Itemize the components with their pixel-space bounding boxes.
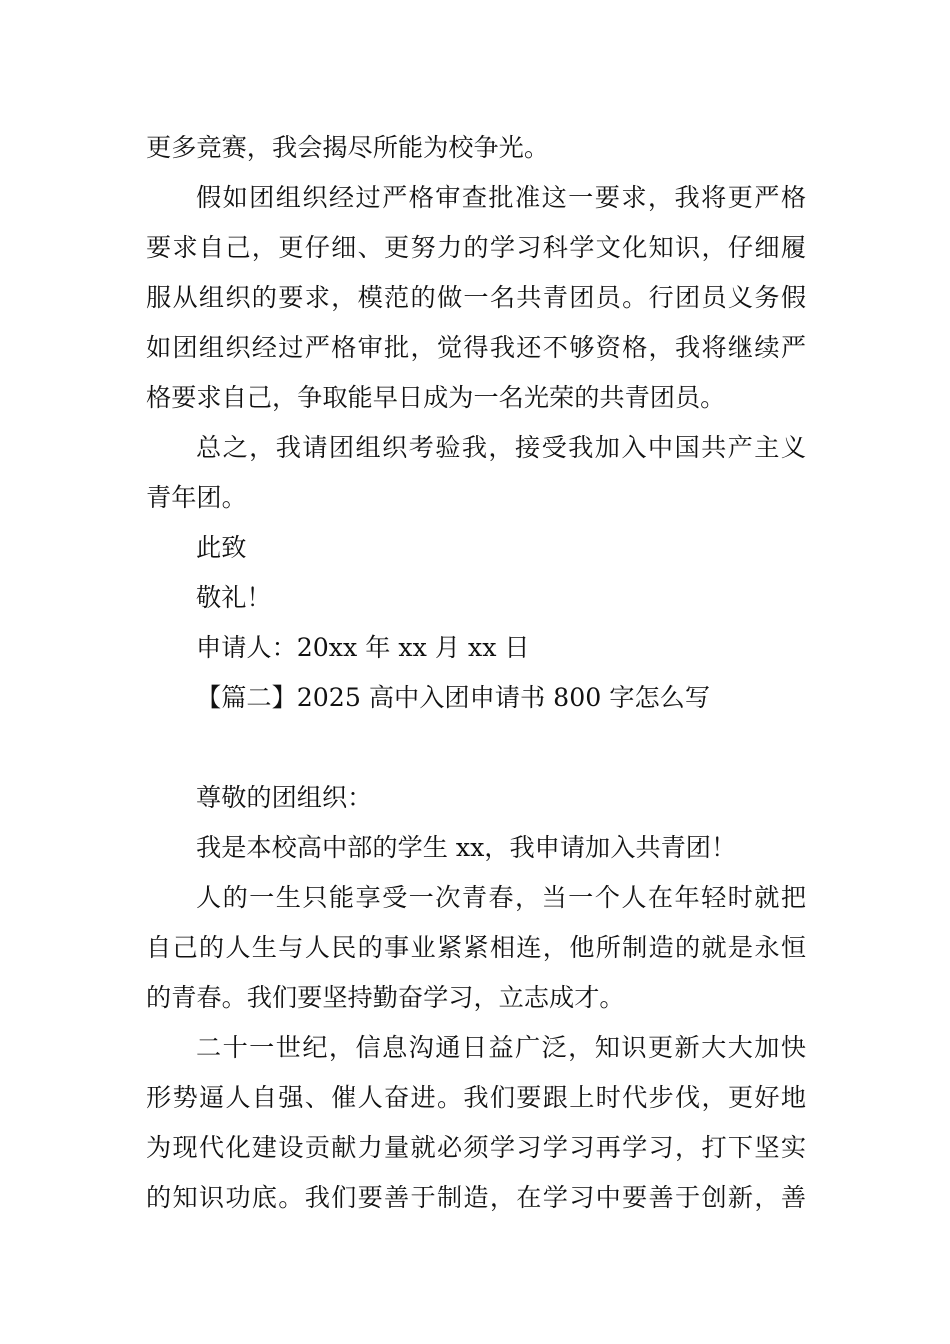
document-body bbox=[146, 123, 806, 1223]
text-line: 如团组织经过严格审批，觉得我还不够资格，我将继续严 bbox=[146, 333, 806, 362]
text-line: 的知识功底。我们要善于制造，在学习中要善于创新，善 bbox=[146, 1183, 806, 1212]
paragraph-first-line: 人的一生只能享受一次青春，当一个人在年轻时就把 bbox=[196, 883, 806, 912]
closing-line: 敬礼！ bbox=[196, 583, 272, 612]
paragraph-first-line: 我是本校高中部的学生 xx，我申请加入共青团！ bbox=[196, 833, 737, 862]
paragraph-first-line: 假如团组织经过严格审查批准这一要求，我将更严格 bbox=[196, 183, 806, 212]
text-line: 更多竞赛，我会揭尽所能为校争光。 bbox=[146, 133, 549, 162]
salutation-line: 此致 bbox=[196, 533, 247, 562]
section-heading: 【篇二】2025 高中入团申请书 800 字怎么写 bbox=[196, 683, 711, 712]
text-line: 自己的人生与人民的事业紧紧相连，他所制造的就是永恒 bbox=[146, 933, 806, 962]
text-line: 服从组织的要求，模范的做一名共青团员。行团员义务假 bbox=[146, 283, 806, 312]
paragraph-first-line: 二十一世纪，信息沟通日益广泛，知识更新大大加快 bbox=[196, 1033, 806, 1062]
text-line: 为现代化建设贡献力量就必须学习学习再学习，打下坚实 bbox=[146, 1133, 806, 1162]
text-line: 的青春。我们要坚持勤奋学习，立志成才。 bbox=[146, 983, 625, 1012]
greeting-line: 尊敬的团组织： bbox=[196, 783, 373, 812]
text-line: 青年团。 bbox=[146, 483, 247, 512]
text-line: 格要求自己，争取能早日成为一名光荣的共青团员。 bbox=[146, 383, 726, 412]
blank-line bbox=[146, 723, 806, 773]
paragraph-first-line: 总之，我请团组织考验我，接受我加入中国共产主义 bbox=[196, 433, 806, 462]
text-line: 要求自己，更仔细、更努力的学习科学文化知识，仔细履 bbox=[146, 233, 806, 262]
applicant-signature-line: 申请人：20xx 年 xx 月 xx 日 bbox=[196, 633, 530, 662]
text-line: 形势逼人自强、催人奋进。我们要跟上时代步伐，更好地 bbox=[146, 1083, 806, 1112]
